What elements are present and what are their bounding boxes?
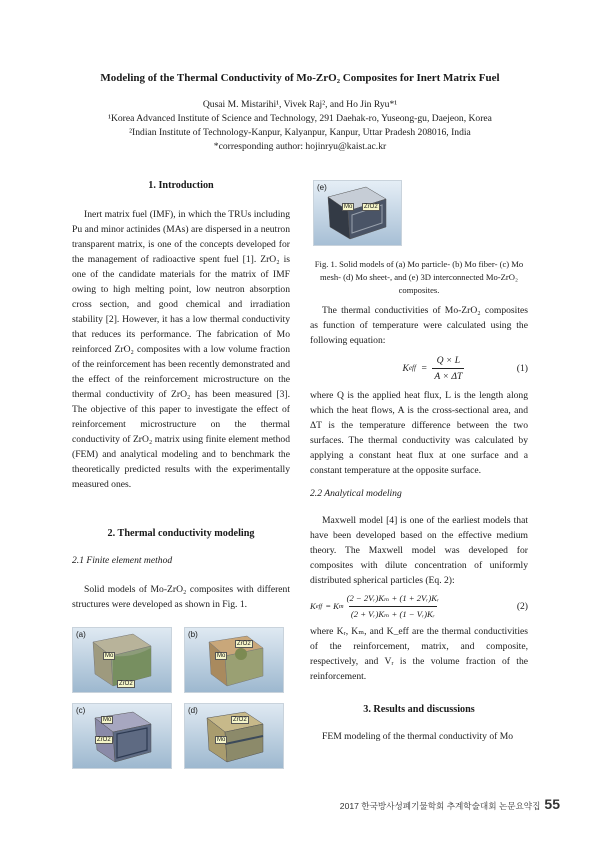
figure-d-tag-mo: Mo [217,737,226,743]
figure-e-label: (e) [317,183,327,192]
intro-heading: 1. Introduction [148,180,214,191]
paper-title: Modeling of the Thermal Conductivity of Mo-ZrO₂ Composites for Inert Matrix Fuel [100,72,500,84]
cube-model-e [314,181,401,245]
footer-text: 2017 한국방사성폐기물학회 추계학술대회 논문요약집 [339,801,541,811]
figure-e-tag-mo: Mo [344,204,353,210]
figure-1-caption: Fig. 1. Solid models of (a) Mo particle- (b) Mo fiber- (c) Mo mesh- (d) Mo sheet-, and (e) 3D interconnected Mo-ZrO₂ composites. [314,259,524,295]
figure-d-tag-zro2: ZrO2 [233,717,247,723]
figure-c [72,703,172,769]
right-column [310,303,528,744]
intro-paragraph: Inert matrix fuel (IMF), in which the TRUs including Pu and minor actinides (MAs) are dispersed in a neutron transparent matrix, is one of the concepts developed for the management of radioactive spent fuel [1]. ZrO₂ is one of the candidate materials for the matrix of IMF owing to high melting point, low neutron absorption cross section, and good chemical and irradiation stability [2]. However, it has a low thermal conductivity that reduces its performance. The fabrication of Mo reinforced ZrO₂ composites with a low volume fraction of the reinforcement has been recently demonstrated and the effect of the reinforcement microstructure on the thermal conductivity of ZrO₂ has been measured [3]. The objective of this paper to investigate the effect of reinforcement microstructure on the thermal conductivity of ZrO₂ matrix using finite element method (FEM) and analytical modeling and to benchmark the theoretically predicted results with the experimentally measured ones. [72,209,290,490]
author-list: Qusai M. Mistarihi¹, Vivek Raj², and Ho Jin Ryu*¹ [202,99,398,110]
cube-model-d [185,704,283,768]
figure-b-tag-zro2: ZrO2 [237,641,251,647]
cube-model-b [185,628,283,692]
fem-subheading: 2.1 Finite element method [72,555,173,566]
figure-a-tag-mo: Mo [105,653,114,659]
author-block [40,98,560,154]
figure-e-tag-zro2: ZrO2 [364,204,378,210]
modeling-heading: 2. Thermal conductivity modeling [107,528,255,539]
equation-1-body: K eff = $\frac{Q \times L}{A \times \Delta T}$ [402,354,463,382]
affiliation-1: ¹Korea Advanced Institute of Science and Technology, 291 Daehak-ro, Yuseong-gu, Daejeon, Korea [108,113,492,124]
page-number: 55 [544,796,560,812]
tc-paragraph: The thermal conductivities of Mo-ZrO₂ composites as function of temperature were calculated using the following equation: [310,305,528,346]
figure-b [184,627,284,693]
equation-1-number: (1) [516,362,528,374]
figure-c-tag-zro2: ZrO2 [97,737,111,743]
figure-d [184,703,284,769]
equation-2-number: (2) [516,600,528,612]
figure-a-label: (a) [76,630,86,639]
figure-b-label: (b) [188,630,198,639]
figure-c-label: (c) [76,706,86,715]
figure-b-tag-mo: Mo [217,653,226,659]
equation-2 [310,588,528,624]
results-heading: 3. Results and discussions [363,704,475,715]
analytic-subheading: 2.2 Analytical modeling [310,488,402,499]
eq1-explanation: where Q is the applied heat flux, L is the length along which the heat flows, A is the cross-sectional area, and ΔT is the temperature difference between the two surfaces. The thermal conductivity was calculated by applying a constant heat flux at one surface and a constant temperature at the opposite surface. [310,390,528,476]
equation-1 [310,348,528,388]
figure-1-grid [72,627,298,773]
analytic-paragraph: Maxwell model [4] is one of the earliest models that have been developed based on the effective medium theory. The Maxwell model was developed for composites with dilute concentration of uniformly distributed spherical particles (Eq. 2): [310,515,528,586]
cube-model-c [73,704,171,768]
corresponding-author: *corresponding author: hojinryu@kaist.ac.kr [213,141,387,152]
fem-paragraph: Solid models of Mo-ZrO₂ composites with different structures were developed as shown in Fig. 1. [72,584,290,610]
figure-c-tag-mo: Mo [103,717,112,723]
page-footer [340,796,560,812]
equation-2-body: K eff = K m (2 − 2Vᵣ)Kₘ + (1 + 2Vᵣ)Kᵣ (2 + Vᵣ)Kₘ + (1 − Vᵣ)Kᵣ [310,591,439,622]
results-paragraph: FEM modeling of the thermal conductivity of Mo [322,731,514,742]
affiliation-2: ²Indian Institute of Technology-Kanpur, Kalyanpur, Kanpur, Uttar Pradesh 208016, India [129,127,471,138]
figure-e [313,180,402,246]
figure-d-label: (d) [188,706,198,715]
figure-a [72,627,172,693]
figure-a-tag-zro2: ZrO2 [119,681,133,687]
left-column [72,178,290,612]
eq2-explanation: where Kᵣ, Kₘ, and K_eff are the thermal conductivities of the reinforcement, matrix, and composite, respectively, and Vᵣ is the volume fraction of the reinforcement. [310,626,528,682]
